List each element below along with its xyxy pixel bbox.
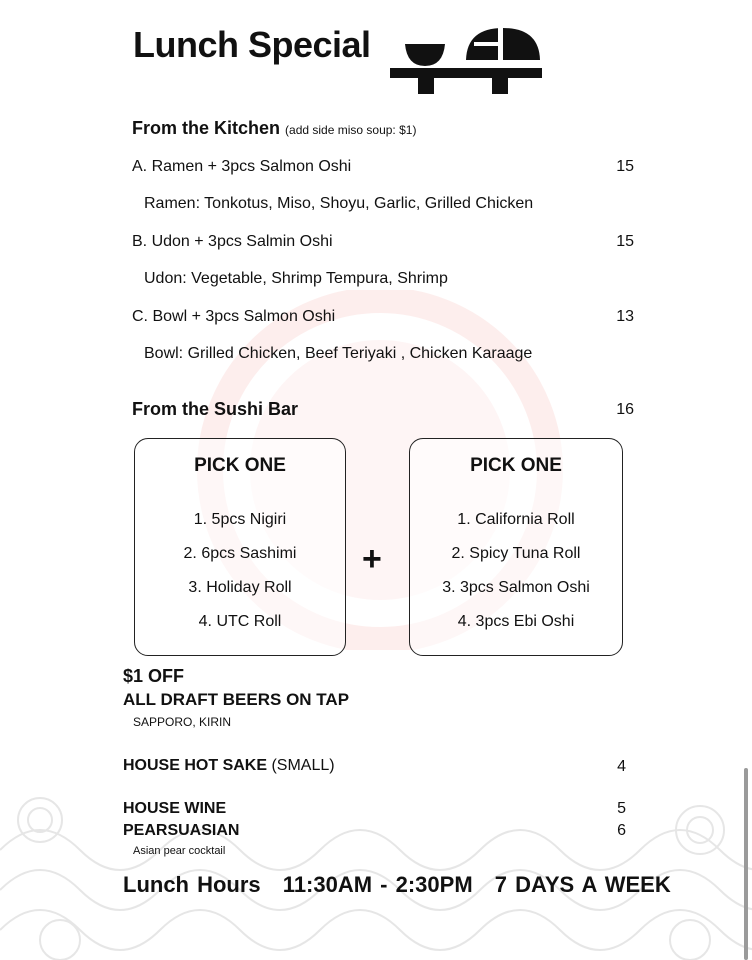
lunch-hours — [123, 872, 671, 898]
bowl-and-sushi-icon — [388, 22, 548, 96]
kitchen-heading-label: From the Kitchen — [132, 118, 281, 138]
menu-item-b: B. Udon + 3pcs Salmin Oshi — [132, 233, 333, 250]
pick-one-heading-left: PICK ONE — [194, 455, 286, 476]
kitchen-heading — [132, 118, 416, 139]
menu-item-c: C. Bowl + 3pcs Salmon Oshi — [132, 308, 336, 325]
lunch-hours-days: 7 DAYS A WEEK — [494, 872, 671, 897]
scrollbar[interactable] — [744, 768, 748, 960]
left-option-3: 3. Holiday Roll — [188, 579, 292, 596]
beer-discount: $1 OFF — [123, 666, 185, 686]
pick-one-heading-right: PICK ONE — [470, 455, 562, 476]
right-option-3: 3. 3pcs Salmon Oshi — [442, 579, 590, 596]
pick-one-box-left — [134, 438, 346, 656]
menu-item-c-options: Bowl: Grilled Chicken, Beef Teriyaki , Chicken Karaage — [144, 345, 533, 362]
pick-one-box-right — [409, 438, 623, 656]
pearsuasian-label: PEARSUASIAN — [123, 822, 240, 839]
beer-brands: SAPPORO, KIRIN — [133, 715, 232, 729]
menu-item-a-price: 15 — [616, 158, 634, 175]
right-option-4: 4. 3pcs Ebi Oshi — [457, 613, 575, 630]
pearsuasian-desc: Asian pear cocktail — [133, 845, 226, 857]
page-title: Lunch Special — [133, 24, 371, 65]
sushi-bar-price: 16 — [616, 401, 634, 418]
wine-price: 5 — [617, 800, 626, 817]
left-option-2: 2. 6pcs Sashimi — [183, 545, 297, 562]
sake-label: HOUSE HOT SAKE — [123, 757, 268, 774]
lunch-hours-label: Lunch Hours — [123, 872, 261, 897]
right-option-2: 2. Spicy Tuna Roll — [451, 545, 581, 562]
pearsuasian-price: 6 — [617, 822, 626, 839]
menu-item-a: A. Ramen + 3pcs Salmon Oshi — [132, 158, 352, 175]
menu-item-b-options: Udon: Vegetable, Shrimp Tempura, Shrimp — [144, 270, 448, 287]
lunch-hours-time: 11:30AM - 2:30PM — [282, 872, 473, 897]
right-option-1: 1. California Roll — [457, 511, 575, 528]
beer-label: ALL DRAFT BEERS ON TAP — [123, 690, 350, 709]
left-option-1: 1. 5pcs Nigiri — [193, 511, 287, 528]
left-option-4: 4. UTC Roll — [198, 613, 282, 630]
plus-sign: + — [362, 540, 382, 578]
sake-line — [123, 757, 335, 775]
wine-label: HOUSE WINE — [123, 800, 227, 817]
menu-item-b-price: 15 — [616, 233, 634, 250]
sake-price: 4 — [617, 758, 626, 775]
menu-item-a-options: Ramen: Tonkotus, Miso, Shoyu, Garlic, Grilled Chicken — [144, 195, 534, 212]
sushi-bar-heading: From the Sushi Bar — [132, 399, 299, 419]
sake-size: (SMALL) — [271, 757, 335, 774]
menu-item-c-price: 13 — [616, 308, 634, 325]
miso-soup-note: (add side miso soup: $1) — [285, 123, 417, 137]
